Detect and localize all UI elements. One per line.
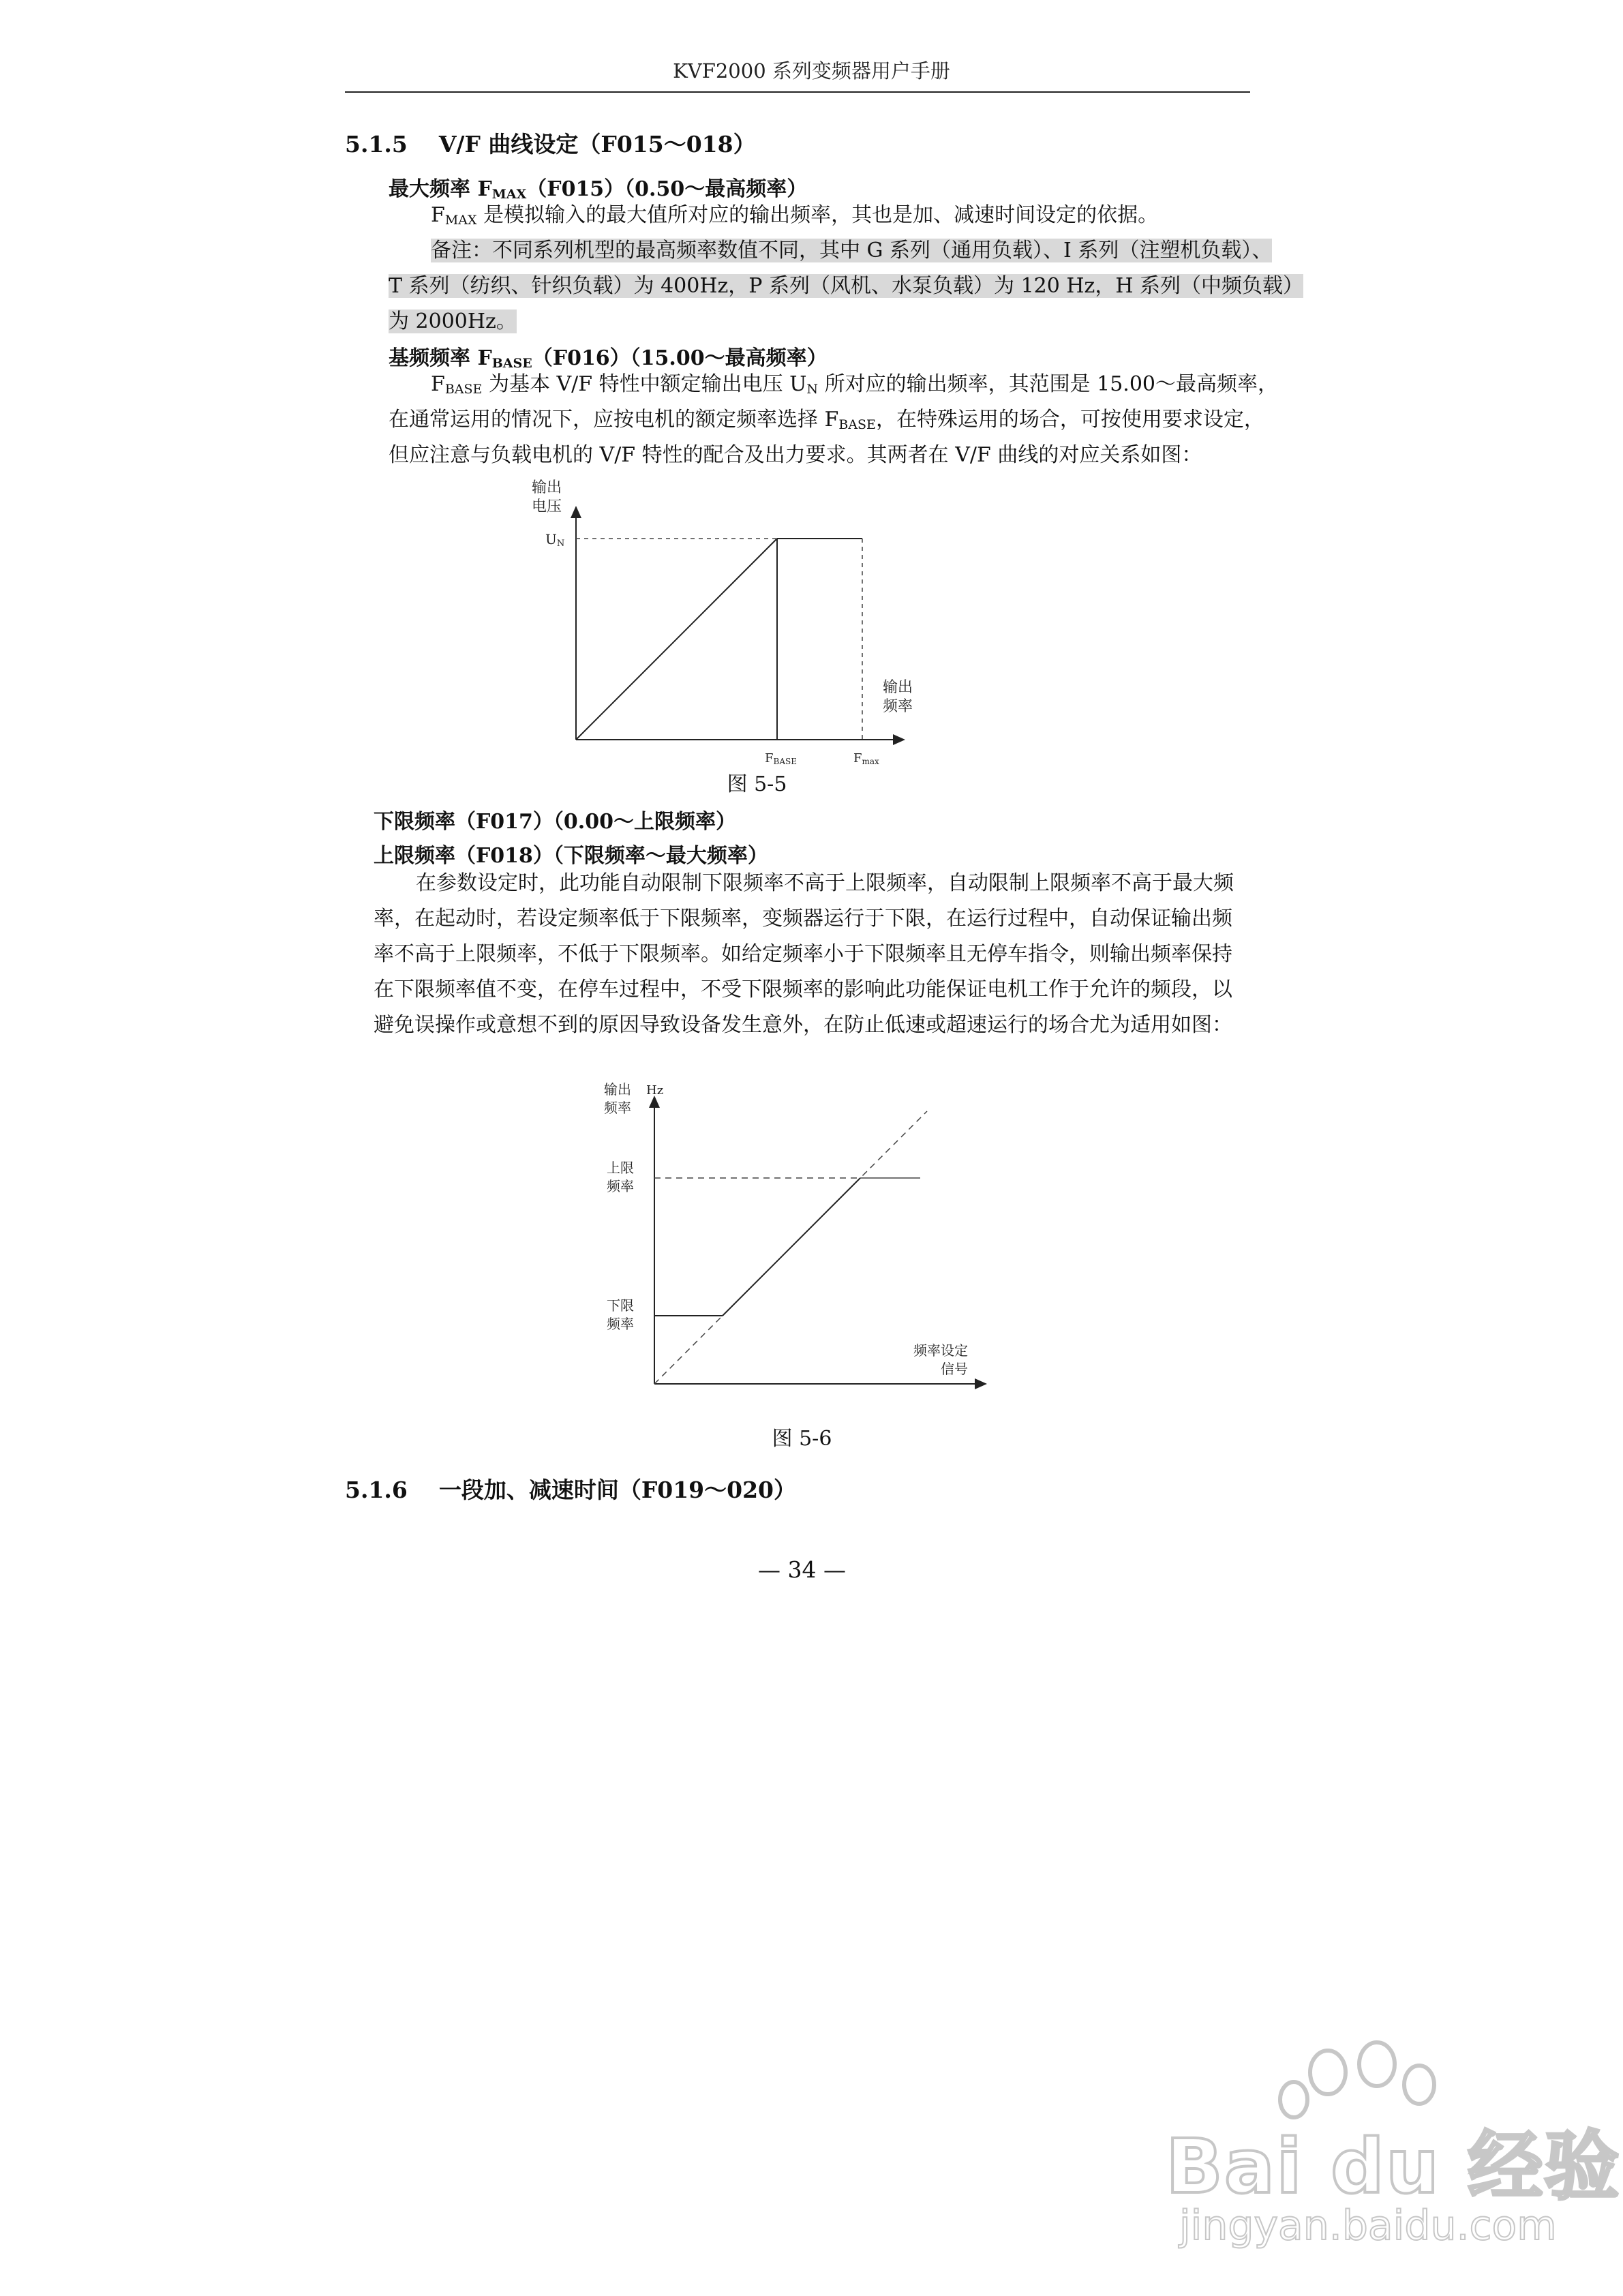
fig55-fmax-label: Fmax: [853, 751, 879, 766]
page-number: — 34 —: [758, 1556, 846, 1583]
fig55-y-label-2: 电压: [532, 498, 562, 515]
fig56-x-label-2: 信号: [941, 1361, 968, 1377]
baidu-jingyan-watermark: [1152, 2031, 1621, 2250]
fig55-x-label-2: 频率: [883, 698, 913, 715]
watermark-url: jingyan.baidu.com: [1179, 2202, 1557, 2250]
fbase-line-1: $F_{BASE}$ 为基本 V/F 特性中额定输出电压 $U_N$ 所对应的输出频率，其范围是 15.00～最高频率，: [431, 372, 1279, 397]
fmax-heading: 最大频率 $F_{MAX}(F015)(0.50\sim$最高频率）: [389, 177, 808, 202]
fig55-ramp-line: [576, 539, 777, 740]
fig56-lower-label-2: 频率: [607, 1316, 634, 1332]
fig56-upper-label-1: 上限: [607, 1160, 634, 1176]
fmax-note-line-3: 为 2000Hz。: [389, 309, 517, 333]
running-header: KVF2000 系列变频器用户手册: [673, 59, 950, 82]
limits-para-line-1: 在参数设定时，此功能自动限制下限频率不高于上限频率，自动限制上限频率不高于最大频: [416, 871, 1234, 895]
fmax-description: $F_{MAX}$ 是模拟输入的最大值所对应的输出频率，其也是加、减速时间设定的依据。: [431, 203, 1159, 228]
fig55-un-label: UN: [545, 531, 565, 549]
fig56-hz-label: Hz: [646, 1083, 664, 1098]
limits-para-line-5: 避免误操作或意想不到的原因导致设备发生意外，在防止低速或超速运行的场合尤为适用如图：: [374, 1013, 1232, 1037]
fbase-line-3: 但应注意与负载电机的 V/F 特性的配合及出力要求。其两者在 V/F 曲线的对应关系如图：: [389, 443, 1202, 467]
section-5-1-5-heading: 5.1.5 V/F 曲线设定（F015～018）: [345, 131, 756, 157]
fig55-fbase-label: FBASE: [765, 751, 797, 766]
watermark-brand: Bai du 经验: [1166, 2123, 1621, 2210]
figure-5-6-caption: 图 5-6: [772, 1427, 832, 1451]
limits-para-line-3: 率不高于上限频率，不低于下限频率。如给定频率小于下限频率且无停车指令，则输出频率保持: [374, 942, 1232, 966]
fig55-y-label-1: 输出: [532, 479, 562, 496]
limits-para-line-2: 率，在起动时，若设定频率低于下限频率，变频器运行于下限，在运行过程中，自动保证输出频: [374, 907, 1232, 931]
lower-limit-heading: 下限频率（F017）（0.00～上限频率）: [374, 810, 736, 834]
fig56-y-label-1: 输出: [604, 1081, 631, 1098]
fbase-line-2: 在通常运用的情况下，应按电机的额定频率选择 $F_{BASE}$，在特殊运用的场合，可按使用要求设定，: [389, 408, 1264, 432]
figure-5-5-vf-curve: [504, 470, 927, 784]
fig56-y-label-2: 频率: [604, 1100, 631, 1116]
fig56-x-label-1: 频率设定: [913, 1342, 968, 1359]
fbase-heading: 基频频率 $F_{BASE}(F016)(15.00\sim$最高频率）: [389, 346, 828, 371]
upper-limit-heading: 上限频率（F018）（下限频率～最大频率）: [374, 844, 768, 868]
figure-5-6-frequency-limits: [586, 1070, 995, 1398]
section-5-1-6-heading: 5.1.6 一段加、减速时间（F019～020）: [345, 1477, 797, 1503]
limits-para-line-4: 在下限频率值不变，在停车过程中，不受下限频率的影响此功能保证电机工作于允许的频段，以: [374, 978, 1232, 1001]
fmax-note-line-1: 备注：不同系列机型的最高频率数值不同，其中 G 系列（通用负载）、I 系列（注塑机负载）、: [431, 239, 1273, 262]
fig56-output-line: [723, 1178, 860, 1316]
fmax-note-line-2: T 系列（纺织、针织负载）为 400Hz，P 系列（风机、水泵负载）为 120 Hz，H 系列（中频负载）: [389, 274, 1304, 298]
fig55-x-label-1: 输出: [883, 679, 913, 696]
fig56-upper-label-2: 频率: [607, 1178, 634, 1194]
fig56-lower-label-1: 下限: [607, 1297, 634, 1314]
figure-5-5-caption: 图 5-5: [727, 772, 787, 796]
header-rule: [345, 91, 1250, 93]
